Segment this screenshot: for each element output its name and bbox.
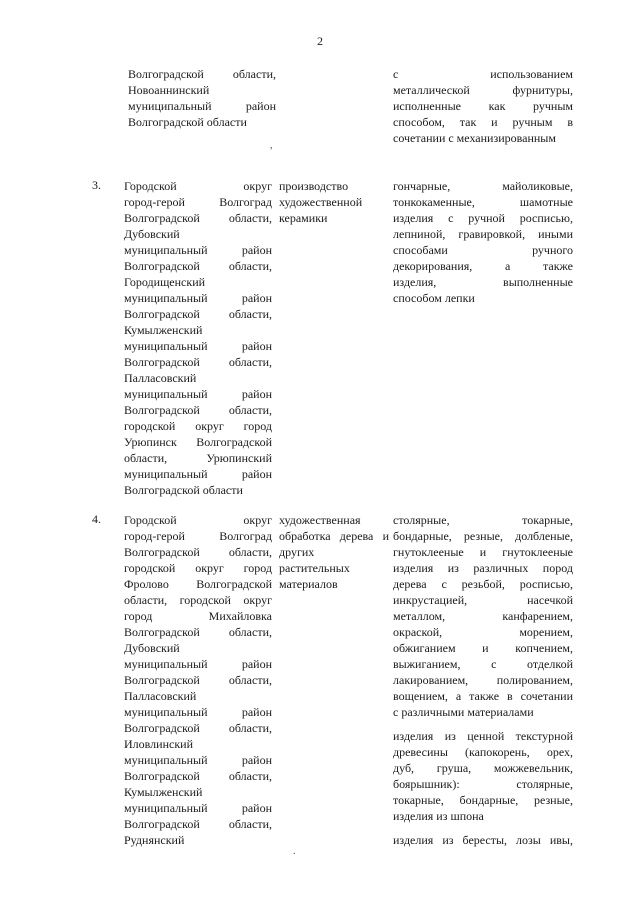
row4-number: 4. bbox=[92, 512, 101, 526]
text-line: изделия, выполненные bbox=[393, 275, 573, 289]
text-line: Волгоградской области, bbox=[124, 307, 272, 321]
row3-number: 3. bbox=[92, 178, 101, 192]
text-line: Иловлинский bbox=[124, 737, 193, 751]
text-line: изделия из бересты, лозы ивы, bbox=[393, 833, 573, 847]
text-line: изделия из ценной текстурной bbox=[393, 729, 573, 743]
text-line: городской округ город bbox=[124, 419, 272, 433]
text-line: лакированием, полированием, bbox=[393, 673, 573, 687]
text-line: муниципальный район bbox=[124, 387, 272, 401]
text-line: художественной bbox=[279, 195, 363, 209]
text-line: дуб, груша, можжевельник, bbox=[393, 761, 573, 775]
text-line: декорирования, а также bbox=[393, 259, 573, 273]
text-line: области, Урюпинский bbox=[124, 451, 272, 465]
text-line: Волгоградской области, bbox=[124, 769, 272, 783]
text-line: с использованием bbox=[393, 67, 573, 81]
page-number: 2 bbox=[317, 34, 323, 48]
text-line: Волгоградской области bbox=[128, 115, 247, 129]
text-line: изделия из шпона bbox=[393, 809, 484, 823]
text-line: Палласовский bbox=[124, 689, 197, 703]
text-line: Волгоградской области, bbox=[128, 67, 276, 81]
text-line: муниципальный район bbox=[124, 753, 272, 767]
text-line: Дубовский bbox=[124, 641, 180, 655]
row3-description-cell bbox=[393, 178, 573, 306]
text-line: муниципальный район bbox=[124, 657, 272, 671]
text-line: Руднянский bbox=[124, 833, 185, 847]
block0-description-cell bbox=[393, 66, 573, 146]
stray-mark: , bbox=[270, 140, 273, 151]
text-line: муниципальный район bbox=[124, 291, 272, 305]
text-line: обжиганием и копчением, bbox=[393, 641, 573, 655]
text-line: материалов bbox=[279, 577, 338, 591]
text-line: исполненные как ручным bbox=[393, 99, 573, 113]
text-line: инкрустацией, насечкой bbox=[393, 593, 573, 607]
row4-description-cell bbox=[393, 512, 573, 848]
text-line: лепниной, гравировкой, иными bbox=[393, 227, 573, 241]
text-line: муниципальный район bbox=[124, 801, 272, 815]
text-line: изделия из различных пород bbox=[393, 561, 573, 575]
text-line: художественная bbox=[279, 513, 361, 527]
text-line: боярышник): столярные, bbox=[393, 777, 573, 791]
text-line: металлом, канфарением, bbox=[393, 609, 573, 623]
text-line: вощением, а также в сочетании bbox=[393, 689, 573, 703]
text-line: Волгоградской области, bbox=[124, 721, 272, 735]
text-line: производство bbox=[279, 179, 349, 193]
text-line: гнутоклееные и гнутоклееные bbox=[393, 545, 573, 559]
text-line: Палласовский bbox=[124, 371, 197, 385]
text-line: Волгоградской области bbox=[124, 483, 243, 497]
text-line: Урюпинск Волгоградской bbox=[124, 435, 272, 449]
text-line: Кумылженский bbox=[124, 323, 203, 337]
text-line: изделия с ручной росписью, bbox=[393, 211, 573, 225]
text-line: с различными материалами bbox=[393, 705, 534, 719]
text-line: других bbox=[279, 545, 315, 559]
text-line: области, городской округ bbox=[124, 593, 272, 607]
text-line: муниципальный район bbox=[128, 99, 276, 113]
text-line: Новоаннинский bbox=[128, 83, 210, 97]
text-line: Кумылженский bbox=[124, 785, 203, 799]
text-line: дерева с резьбой, росписью, bbox=[393, 577, 573, 591]
text-line: древесины (капокорень, орех, bbox=[393, 745, 573, 759]
text-line: муниципальный район bbox=[124, 705, 272, 719]
text-line: способом лепки bbox=[393, 291, 475, 305]
text-line: муниципальный район bbox=[124, 339, 272, 353]
text-line: Дубовский bbox=[124, 227, 180, 241]
text-line: выжиганием, с отделкой bbox=[393, 657, 573, 671]
text-line: муниципальный район bbox=[124, 467, 272, 481]
text-line: городской округ город bbox=[124, 561, 272, 575]
text-line: Волгоградской области, bbox=[124, 355, 272, 369]
text-line: сочетании с механизированным bbox=[393, 131, 556, 145]
row4-craft-cell bbox=[279, 512, 389, 592]
text-line: Фролово Волгоградской bbox=[124, 577, 272, 591]
text-line: город Михайловка bbox=[124, 609, 272, 623]
text-line: Волгоградской области, bbox=[124, 625, 272, 639]
text-line: бондарные, резные, долбленые, bbox=[393, 529, 573, 543]
row3-location-cell bbox=[124, 178, 272, 498]
text-line: Волгоградской области, bbox=[124, 403, 272, 417]
text-line: Городской округ bbox=[124, 179, 272, 193]
text-line: токарные, бондарные, резные, bbox=[393, 793, 573, 807]
text-line: гончарные, майоликовые, bbox=[393, 179, 573, 193]
text-line: обработка дерева и bbox=[279, 529, 389, 543]
text-line: город-герой Волгоград bbox=[124, 195, 272, 209]
text-line: муниципальный район bbox=[124, 243, 272, 257]
text-line: способом, так и ручным в bbox=[393, 115, 573, 129]
text-line: способами ручного bbox=[393, 243, 573, 257]
block0-location-cell bbox=[128, 66, 276, 130]
text-line: Городищенский bbox=[124, 275, 206, 289]
text-line: Волгоградской области, bbox=[124, 545, 272, 559]
text-line: столярные, токарные, bbox=[393, 513, 573, 527]
stray-mark: . bbox=[293, 846, 296, 857]
text-line: Волгоградской области, bbox=[124, 259, 272, 273]
text-line: металлической фурнитуры, bbox=[393, 83, 573, 97]
text-line: Городской округ bbox=[124, 513, 272, 527]
text-line: керамики bbox=[279, 211, 328, 225]
text-line: Волгоградской области, bbox=[124, 673, 272, 687]
row3-craft-cell bbox=[279, 178, 379, 226]
text-line: окраской, морением, bbox=[393, 625, 573, 639]
row4-location-cell bbox=[124, 512, 272, 848]
text-line: растительных bbox=[279, 561, 350, 575]
text-line: Волгоградской области, bbox=[124, 817, 272, 831]
text-line: город-герой Волгоград bbox=[124, 529, 272, 543]
text-line: Волгоградской области, bbox=[124, 211, 272, 225]
text-line: тонкокаменные, шамотные bbox=[393, 195, 573, 209]
